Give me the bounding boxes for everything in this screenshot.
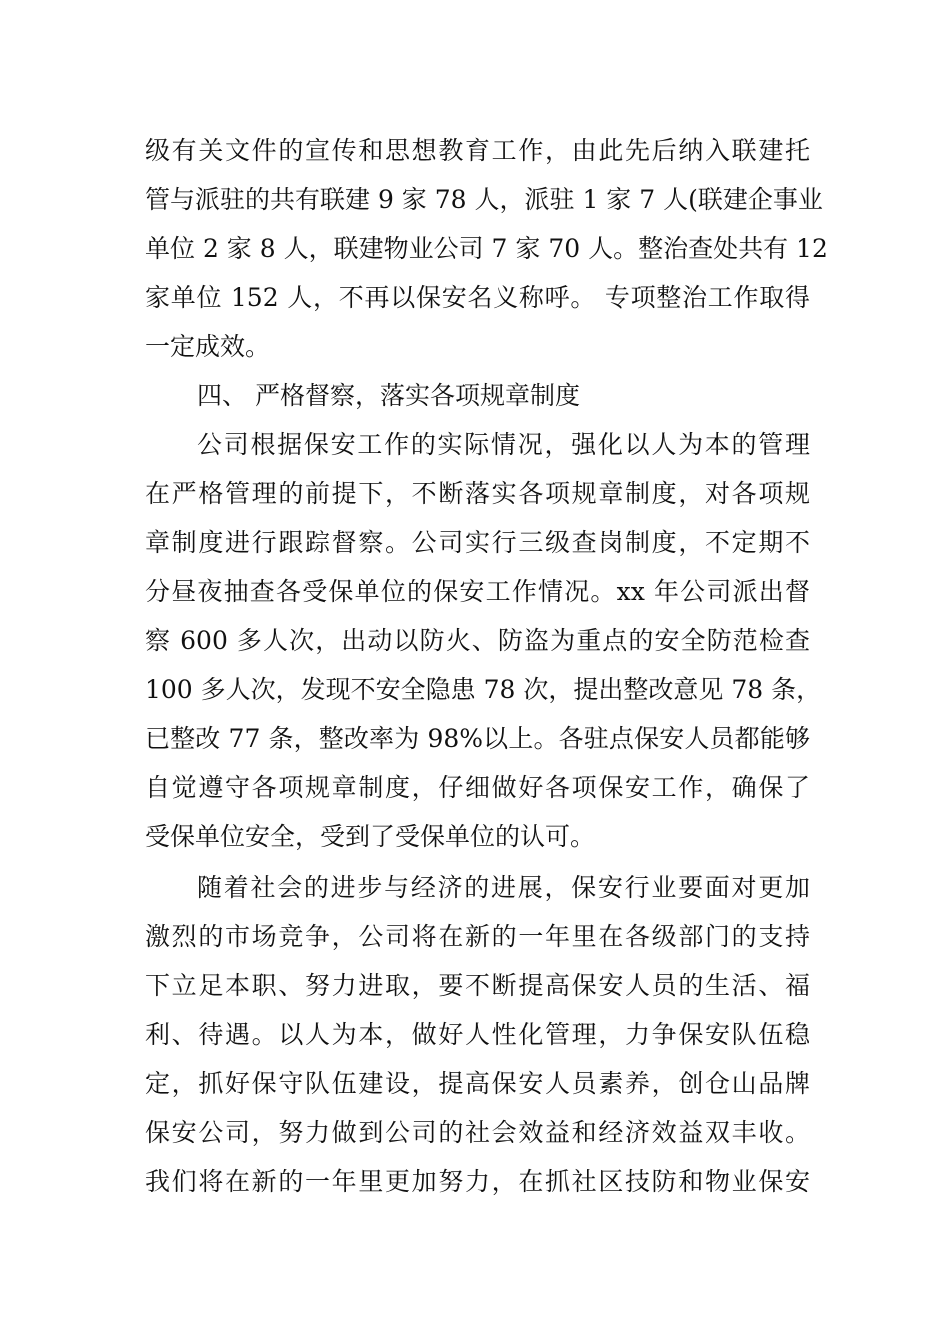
- document-body: [145, 126, 828, 1206]
- section-heading: 四、 严格督察，落实各项规章制度: [197, 381, 580, 410]
- text-line: 自觉遵守各项规章制度，仔细做好各项保安工作，确保了: [145, 773, 810, 802]
- paragraph-first-line: 随着社会的进步与经济的进展，保安行业要面对更加: [197, 873, 810, 902]
- text-line: 察 600 多人次，出动以防火、防盗为重点的安全防范检查: [145, 626, 810, 655]
- text-line: 章制度进行跟踪督察。公司实行三级查岗制度，不定期不: [145, 528, 810, 557]
- text-line: 保安公司，努力做到公司的社会效益和经济效益双丰收。: [145, 1118, 810, 1147]
- text-line: 利、待遇。以人为本，做好人性化管理，力争保安队伍稳: [145, 1020, 810, 1049]
- text-line: 定，抓好保守队伍建设，提高保安人员素养，创仓山品牌: [145, 1069, 810, 1098]
- text-line: 一定成效。: [145, 332, 271, 361]
- text-line: 单位 2 家 8 人，联建物业公司 7 家 70 人。整治查处共有 12: [145, 234, 828, 263]
- text-line: 100 多人次，发现不安全隐患 78 次，提出整改意见 78 条，: [145, 675, 822, 704]
- text-line: 在严格管理的前提下，不断落实各项规章制度，对各项规: [145, 479, 810, 508]
- text-line: 下立足本职、努力进取，要不断提高保安人员的生活、福: [145, 971, 810, 1000]
- text-line: 级有关文件的宣传和思想教育工作，由此先后纳入联建托: [145, 136, 810, 165]
- text-line: 我们将在新的一年里更加努力，在抓社区技防和物业保安: [145, 1167, 810, 1196]
- text-line: 已整改 77 条，整改率为 98%以上。各驻点保安人员都能够: [145, 724, 810, 753]
- text-line: 管与派驻的共有联建 9 家 78 人，派驻 1 家 7 人(联建企事业: [145, 185, 823, 214]
- text-line: 激烈的市场竞争，公司将在新的一年里在各级部门的支持: [145, 922, 810, 951]
- text-line: 家单位 152 人，不再以保安名义称呼。 专项整治工作取得: [145, 283, 810, 312]
- paragraph-first-line: 公司根据保安工作的实际情况，强化以人为本的管理: [197, 430, 810, 459]
- text-line: 受保单位安全，受到了受保单位的认可。: [145, 822, 596, 851]
- text-line: 分昼夜抽查各受保单位的保安工作情况。xx 年公司派出督: [145, 577, 810, 606]
